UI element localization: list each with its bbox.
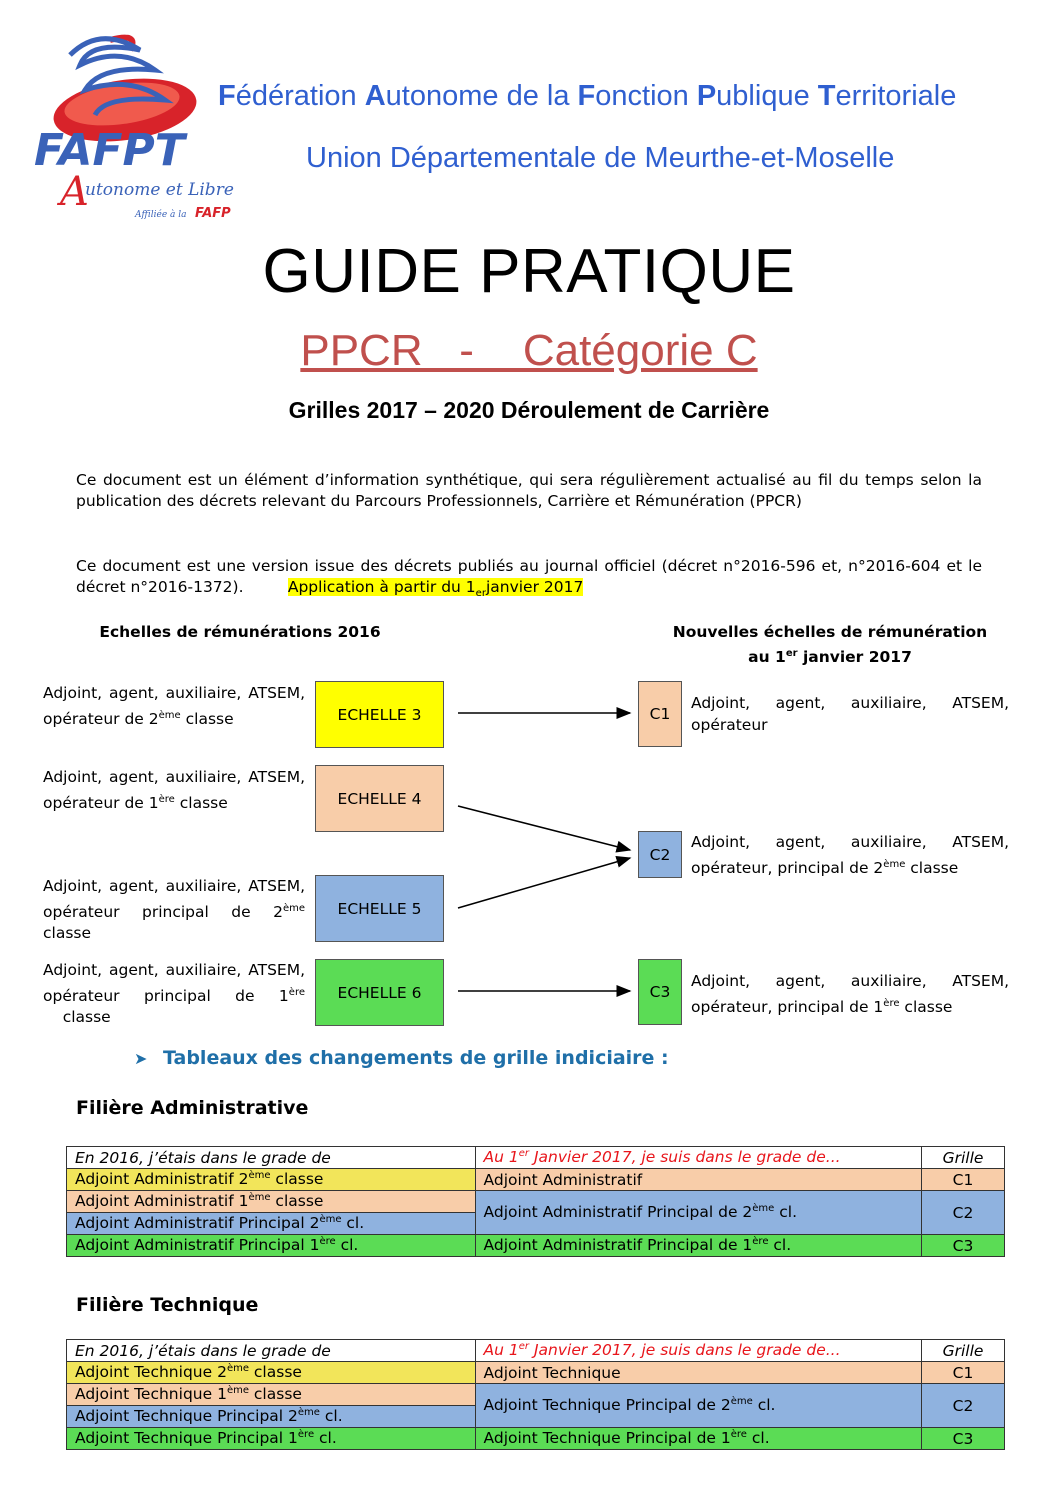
grille-value: C2 <box>922 1191 1005 1235</box>
logo-tagline-initial: A <box>60 169 89 215</box>
table-header-row <box>67 1340 1005 1362</box>
header-grille: Grille <box>922 1147 1005 1169</box>
from-grade: Adjoint Technique 2ème classe <box>67 1362 476 1384</box>
arrow-e4-c2 <box>458 806 630 850</box>
fafpt-logo <box>30 30 245 225</box>
document-title: GUIDE PRATIQUE <box>262 237 796 306</box>
scales-2017-header: Nouvelles échelles de rémunération au 1er janvier 2017 <box>672 623 988 667</box>
table-row <box>67 1191 1005 1213</box>
tables-title: Tableaux des changements de grille indiciaire : <box>163 1047 669 1069</box>
from-grade: Adjoint Technique Principal 1ère cl. <box>67 1428 476 1450</box>
grille-c3-description: Adjoint, agent, auxiliaire, ATSEM, opérateur, principal de 1ère classe <box>691 972 1009 1016</box>
to-grade: Adjoint Technique <box>475 1362 921 1384</box>
union-name: Union Départementale de Meurthe-et-Moselle <box>306 142 895 174</box>
grille-c1-box: C1 <box>638 681 682 747</box>
logo-graphic <box>30 30 245 225</box>
grille-c2-description: Adjoint, agent, auxiliaire, ATSEM, opérateur, principal de 2ème classe <box>691 833 1009 877</box>
scale-3-description: Adjoint, agent, auxiliaire, ATSEM, opérateur de 2ème classe <box>43 684 305 728</box>
arrow-e5-c2 <box>458 858 630 908</box>
intro-paragraph-1: Ce document est un élément d’information synthétique, qui sera régulièrement actualisé au fil du temps selon la publication des décrets relevant du Parcours Professionnels, Carrière et Rémunération (PPCR) <box>76 471 982 510</box>
document-subtitle: PPCR - Catégorie C <box>300 326 758 375</box>
header-from: En 2016, j’étais dans le grade de <box>67 1147 476 1169</box>
scale-6-description: Adjoint, agent, auxiliaire, ATSEM, opérateur principal de 1ère classe <box>43 961 305 1027</box>
filiere-administrative-title: Filière Administrative <box>76 1097 309 1119</box>
grille-value: C1 <box>922 1169 1005 1191</box>
grille-value: C3 <box>922 1428 1005 1450</box>
from-grade: Adjoint Administratif Principal 2ème cl. <box>67 1213 476 1235</box>
grille-c1-description: Adjoint, agent, auxiliaire, ATSEM, opérateur <box>691 694 1009 734</box>
header-from: En 2016, j’étais dans le grade de <box>67 1340 476 1362</box>
scale-5-description: Adjoint, agent, auxiliaire, ATSEM, opérateur principal de 2ème classe <box>43 877 305 943</box>
echelle-6-box: ECHELLE 6 <box>315 959 444 1026</box>
echelle-5-box: ECHELLE 5 <box>315 875 444 942</box>
to-grade: Adjoint Technique Principal de 1ère cl. <box>475 1428 921 1450</box>
table-administrative <box>66 1146 1005 1257</box>
echelle-3-box: ECHELLE 3 <box>315 681 444 748</box>
section-heading: Grilles 2017 – 2020 Déroulement de Carrière <box>288 397 770 423</box>
from-grade: Adjoint Administratif Principal 1ère cl. <box>67 1235 476 1257</box>
to-grade: Adjoint Administratif <box>475 1169 921 1191</box>
scale-4-description: Adjoint, agent, auxiliaire, ATSEM, opérateur de 1ère classe <box>43 768 305 812</box>
table-row <box>67 1428 1005 1450</box>
to-grade: Adjoint Administratif Principal de 1ère cl. <box>475 1235 921 1257</box>
logo-tagline: utonome et Libre <box>85 180 234 200</box>
logo-affilie: Affiliée à la <box>135 210 187 220</box>
grille-c2-box: C2 <box>638 831 682 878</box>
from-grade: Adjoint Administratif 1ème classe <box>67 1191 476 1213</box>
grille-c3-box: C3 <box>638 959 682 1025</box>
grille-value: C3 <box>922 1235 1005 1257</box>
application-date-highlight: Application à partir du $1_{er}janvier$ 2017 <box>287 578 584 600</box>
grille-value: C2 <box>922 1384 1005 1428</box>
to-grade: Adjoint Technique Principal de 2ème cl. <box>475 1384 921 1428</box>
filiere-technique-title: Filière Technique <box>76 1294 259 1316</box>
from-grade: Adjoint Administratif 2ème classe <box>67 1169 476 1191</box>
logo-affilie-org: FAFP <box>195 206 231 221</box>
echelle-4-box: ECHELLE 4 <box>315 765 444 832</box>
federation-name: Fédération Autonome de la Fonction Publique Territoriale <box>218 80 957 112</box>
logo-main-text: FAFPT <box>34 125 185 176</box>
table-technique <box>66 1339 1005 1450</box>
table-row <box>67 1384 1005 1406</box>
from-grade: Adjoint Technique Principal 2ème cl. <box>67 1406 476 1428</box>
table-row <box>67 1235 1005 1257</box>
table-row <box>67 1362 1005 1384</box>
header-to: Au 1er Janvier 2017, je suis dans le grade de... <box>475 1340 921 1362</box>
table-row <box>67 1169 1005 1191</box>
arrow-bullet-icon: ➤ <box>134 1049 148 1068</box>
header-to: Au 1er Janvier 2017, je suis dans le grade de... <box>475 1147 921 1169</box>
scales-2016-header: Echelles de rémunérations 2016 <box>99 623 381 641</box>
table-header-row <box>67 1147 1005 1169</box>
to-grade: Adjoint Administratif Principal de 2ème cl. <box>475 1191 921 1235</box>
grille-value: C1 <box>922 1362 1005 1384</box>
intro-paragraph-2: Ce document est une version issue des décrets publiés au journal officiel (décret n°2016-596 et, n°2016-604 et le décret n°2016-1372). Application à partir du $1_{er}janvier$ 2017 <box>76 557 982 600</box>
from-grade: Adjoint Technique 1ème classe <box>67 1384 476 1406</box>
header-grille: Grille <box>922 1340 1005 1362</box>
